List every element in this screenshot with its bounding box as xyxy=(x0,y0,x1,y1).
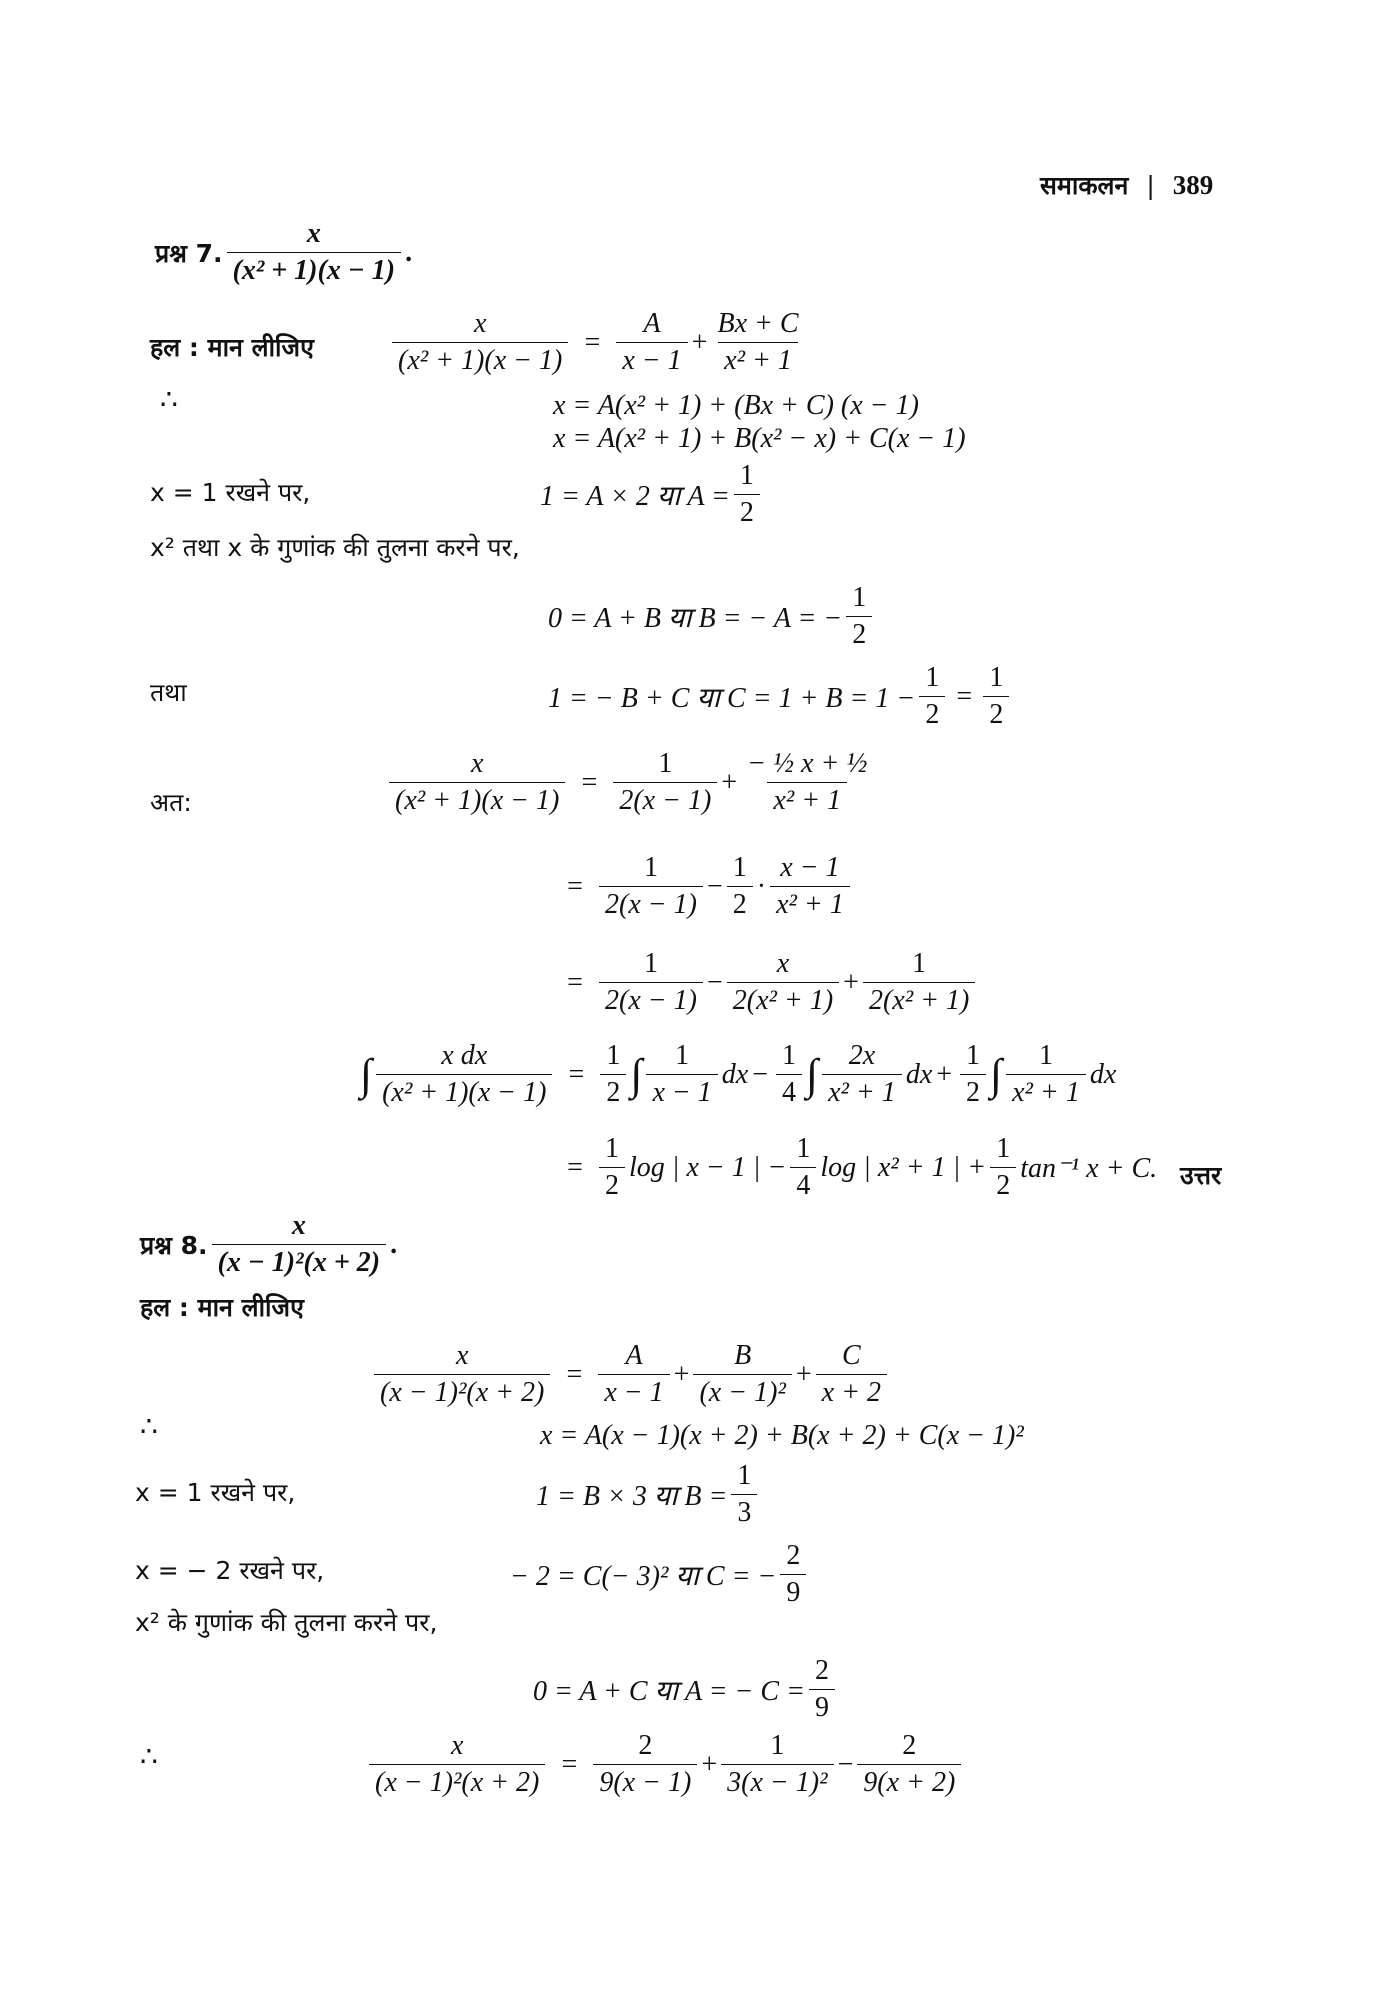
equals-sign: = xyxy=(561,1748,578,1780)
minus-sign: − xyxy=(706,966,723,998)
lhs-denominator: (x² + 1)(x − 1) xyxy=(389,782,565,817)
term-2-denominator: 3(x − 1)² xyxy=(721,1764,833,1799)
term-3-numerator: 2 xyxy=(902,1730,917,1761)
q8-final-decomposition xyxy=(365,1730,965,1799)
question-7-label: प्रश्न 7. xyxy=(155,238,223,268)
lhs-numerator: x xyxy=(450,1730,464,1761)
minus-sign: − xyxy=(706,870,723,902)
q8-value-a xyxy=(533,1655,839,1724)
term-1-numerator: 1 xyxy=(643,852,658,883)
dx-1: dx xyxy=(721,1058,749,1090)
minus-sign: − xyxy=(837,1748,854,1780)
section-title: समाकलन xyxy=(1040,171,1129,200)
fraction-numerator: x xyxy=(291,1210,306,1241)
coeff-1-denominator: 2 xyxy=(600,1074,626,1109)
q8-partial-fraction-setup xyxy=(370,1340,891,1409)
term-3-denominator: 2(x² + 1) xyxy=(863,982,975,1017)
plus-sign: + xyxy=(701,1748,718,1780)
term-1-denominator: 9(x − 1) xyxy=(593,1764,697,1799)
term-1-numerator: 2 xyxy=(638,1730,653,1761)
equals-sign: = xyxy=(584,326,601,358)
half-denominator: 2 xyxy=(727,886,753,921)
q7-decomposition-line-3 xyxy=(555,948,979,1017)
question-8-heading xyxy=(140,1210,397,1279)
integrand-2-numerator: 2x xyxy=(848,1040,876,1071)
lhs-numerator: x xyxy=(455,1340,469,1371)
term-a-numerator: A xyxy=(625,1340,643,1371)
term-b-numerator: B xyxy=(734,1340,752,1371)
q8-solution-label: हल : मान लीजिए xyxy=(140,1293,304,1322)
value-a-expression: 0 = A + C या A = − C = xyxy=(533,1675,806,1707)
lhs-denominator: (x − 1)²(x + 2) xyxy=(369,1764,545,1799)
term-1-numerator: 1 xyxy=(643,948,658,979)
half-numerator: 1 xyxy=(732,852,747,883)
term-1-numerator: 1 xyxy=(658,748,673,779)
value-c-expression: − 2 = C(− 3)² या C = − xyxy=(510,1560,777,1592)
q8-put-x-minus-2-label: x = − 2 रखने पर, xyxy=(135,1556,325,1585)
q8-identity-line: x = A(x − 1)(x + 2) + B(x + 2) + C(x − 1)² xyxy=(540,1420,1024,1451)
integral-sign: ∫ xyxy=(630,1050,643,1100)
integrand-1-denominator: x − 1 xyxy=(646,1074,717,1109)
tatha-label: तथा xyxy=(150,678,187,707)
r1-numerator: 1 xyxy=(605,1133,619,1164)
equals-sign: = xyxy=(567,870,583,902)
value-c-denominator: 9 xyxy=(780,1574,806,1609)
integrand-1-numerator: 1 xyxy=(675,1040,690,1071)
r2-denominator: 4 xyxy=(790,1167,816,1202)
coeff-3-denominator: 2 xyxy=(960,1074,986,1109)
integral-sign: ∫ xyxy=(360,1050,373,1100)
equals-sign: = xyxy=(581,766,598,798)
value-c-den-2: 2 xyxy=(983,696,1009,731)
integrand-2-denominator: x² + 1 xyxy=(822,1074,902,1109)
log-term-2: log | x² + 1 | + xyxy=(820,1151,987,1183)
integrand-denominator: (x² + 1)(x − 1) xyxy=(376,1074,552,1109)
question-8-fraction xyxy=(212,1210,387,1279)
period: . xyxy=(390,1228,398,1260)
r1-denominator: 2 xyxy=(599,1167,625,1202)
fraction-denominator: (x − 1)²(x + 2) xyxy=(212,1244,387,1279)
term-2-numerator: − ½ x + ½ xyxy=(747,748,868,779)
dot-operator: · xyxy=(756,870,767,902)
integrand-numerator: x dx xyxy=(441,1040,488,1071)
value-b-expression: 0 = A + B या B = − A = − xyxy=(548,602,843,634)
coeff-2-numerator: 1 xyxy=(782,1040,797,1071)
log-term-1: log | x − 1 | − xyxy=(629,1151,787,1183)
q8-value-c xyxy=(510,1540,810,1609)
q8-put-x-1-label: x = 1 रखने पर, xyxy=(135,1478,296,1507)
q7-put-x-1-label: x = 1 रखने पर, xyxy=(150,478,311,507)
header-separator: | xyxy=(1146,171,1155,200)
value-b-numerator: 1 xyxy=(852,582,867,613)
page-number: 389 xyxy=(1172,170,1214,200)
question-8-label: प्रश्न 8. xyxy=(140,1230,208,1260)
term-2-denominator: x² + 1 xyxy=(767,782,847,817)
q7-identity-line-1: x = A(x² + 1) + (Bx + C) (x − 1) xyxy=(553,390,919,421)
value-b-numerator: 1 xyxy=(737,1460,752,1491)
term-a-numerator: A xyxy=(643,308,661,339)
term-1-denominator: 2(x − 1) xyxy=(599,886,703,921)
equals-sign: = xyxy=(567,966,583,998)
value-c-expression: 1 = − B + C या C = 1 + B = 1 − xyxy=(548,682,916,714)
dx-2: dx xyxy=(905,1058,933,1090)
q8-value-b xyxy=(536,1460,761,1529)
r3-numerator: 1 xyxy=(996,1133,1011,1164)
q7-result-line xyxy=(555,1133,1157,1202)
dx-3: dx xyxy=(1089,1058,1117,1090)
value-a-numerator: 1 xyxy=(739,460,754,491)
period: . xyxy=(405,236,413,268)
lhs-numerator: x xyxy=(470,748,484,779)
therefore-symbol-2: ∴ xyxy=(140,1742,158,1773)
plus-sign: + xyxy=(936,1058,953,1090)
coeff-3-numerator: 1 xyxy=(966,1040,981,1071)
integrand-3-denominator: x² + 1 xyxy=(1006,1074,1086,1109)
atah-label: अत: xyxy=(150,788,192,817)
arctan-term: tan⁻¹ x + C. xyxy=(1020,1152,1158,1184)
term-1-denominator: 2(x − 1) xyxy=(599,982,703,1017)
plus-sign: + xyxy=(795,1358,812,1390)
plus-sign: + xyxy=(721,766,738,798)
r2-numerator: 1 xyxy=(796,1133,811,1164)
plus-sign: + xyxy=(691,326,708,358)
equals-sign: = xyxy=(568,1058,585,1090)
value-c-numerator: 2 xyxy=(786,1540,801,1571)
term-b-denominator: (x − 1)² xyxy=(693,1374,791,1409)
equals-sign: = xyxy=(566,1358,583,1390)
integrand-3-numerator: 1 xyxy=(1038,1040,1053,1071)
fraction-numerator: x xyxy=(306,218,321,249)
q7-decomposition-line-2 xyxy=(555,852,854,921)
integral-sign: ∫ xyxy=(990,1050,1003,1100)
value-c-num-1: 1 xyxy=(925,662,940,693)
q7-compare-coefficients: x² तथा x के गुणांक की तुलना करने पर, xyxy=(150,533,520,562)
q7-solution-label: हल : मान लीजिए xyxy=(150,333,314,362)
term-2-denominator: 2(x² + 1) xyxy=(727,982,839,1017)
value-a-expression: 1 = A × 2 या A = xyxy=(540,480,730,512)
equals-sign: = xyxy=(956,680,973,712)
value-a-denominator: 2 xyxy=(734,494,760,529)
value-a-denominator: 9 xyxy=(809,1689,835,1724)
coeff-2-denominator: 4 xyxy=(776,1074,802,1109)
term-1-denominator: 2(x − 1) xyxy=(613,782,717,817)
q8-compare-coefficients: x² के गुणांक की तुलना करने पर, xyxy=(135,1608,438,1637)
lhs-denominator: (x² + 1)(x − 1) xyxy=(392,342,568,377)
coeff-1-numerator: 1 xyxy=(606,1040,621,1071)
term-2-denominator: x² + 1 xyxy=(770,886,850,921)
value-b-denominator: 2 xyxy=(846,616,872,651)
value-c-den-1: 2 xyxy=(919,696,945,731)
fraction-denominator: (x² + 1)(x − 1) xyxy=(227,252,402,287)
term-bc-numerator: Bx + C xyxy=(717,308,799,339)
integral-sign: ∫ xyxy=(806,1050,819,1100)
q7-value-a xyxy=(540,460,764,529)
value-c-num-2: 1 xyxy=(989,662,1004,693)
term-c-denominator: x + 2 xyxy=(816,1374,887,1409)
plus-sign: + xyxy=(843,966,859,998)
q7-identity-line-2: x = A(x² + 1) + B(x² − x) + C(x − 1) xyxy=(553,423,966,454)
term-c-numerator: C xyxy=(841,1340,861,1371)
term-a-denominator: x − 1 xyxy=(598,1374,669,1409)
answer-label: उत्तर xyxy=(1180,1161,1222,1190)
term-a-denominator: x − 1 xyxy=(616,342,687,377)
q7-value-b xyxy=(548,582,876,651)
therefore-symbol: ∴ xyxy=(140,1412,158,1443)
q7-decomposition-line-1 xyxy=(385,748,877,817)
question-7-fraction xyxy=(227,218,402,287)
question-7-heading xyxy=(155,218,412,287)
term-2-numerator: 1 xyxy=(770,1730,785,1761)
term-bc-denominator: x² + 1 xyxy=(718,342,798,377)
lhs-numerator: x xyxy=(473,308,487,339)
value-b-denominator: 3 xyxy=(731,1494,757,1529)
page-header xyxy=(1040,168,1213,202)
therefore-symbol: ∴ xyxy=(160,385,178,416)
minus-sign: − xyxy=(752,1058,769,1090)
plus-sign: + xyxy=(673,1358,690,1390)
term-2-numerator: x xyxy=(776,948,790,979)
value-b-expression: 1 = B × 3 या B = xyxy=(536,1480,728,1512)
q7-integral-line xyxy=(360,1040,1116,1109)
term-3-denominator: 9(x + 2) xyxy=(857,1764,961,1799)
r3-denominator: 2 xyxy=(990,1167,1016,1202)
term-2-numerator: x − 1 xyxy=(780,852,840,883)
term-3-numerator: 1 xyxy=(912,948,927,979)
equals-sign: = xyxy=(567,1151,583,1183)
value-a-numerator: 2 xyxy=(815,1655,830,1686)
lhs-denominator: (x − 1)²(x + 2) xyxy=(374,1374,550,1409)
q7-partial-fraction-setup xyxy=(388,308,809,377)
q7-value-c xyxy=(548,662,1013,731)
